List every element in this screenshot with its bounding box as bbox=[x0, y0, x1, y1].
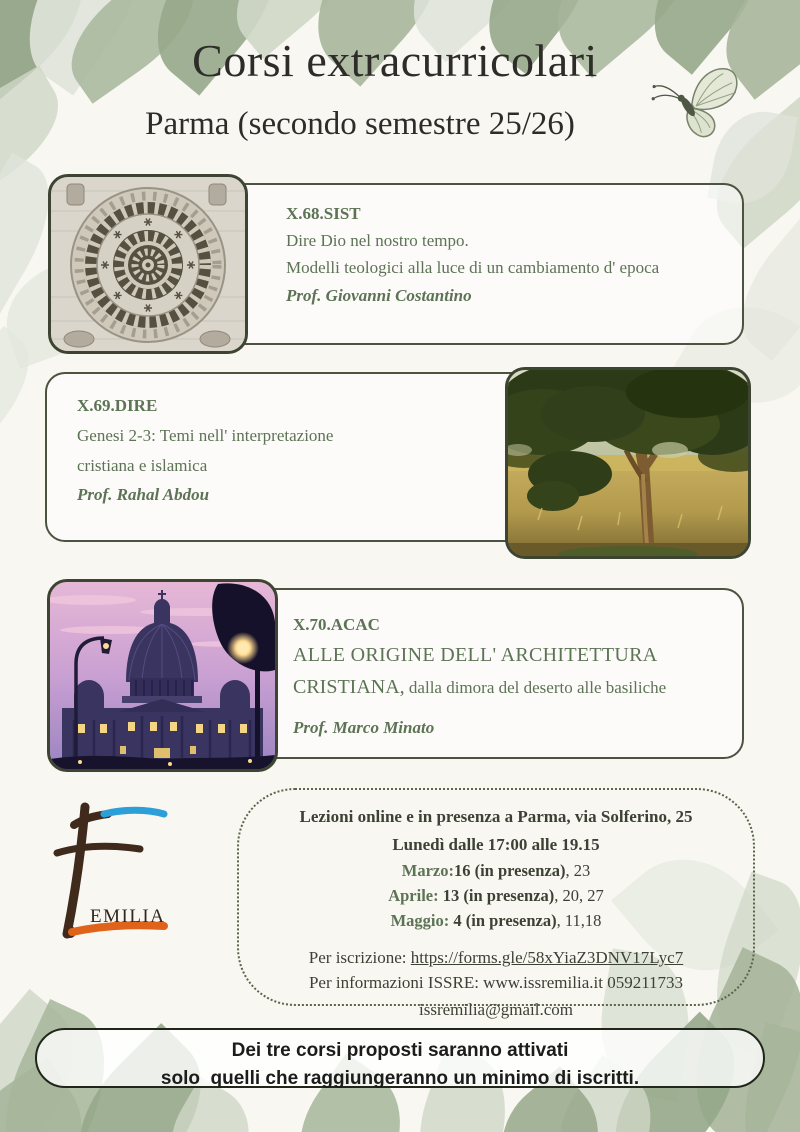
course-code: X.68.SIST bbox=[286, 204, 361, 223]
contact-email: issremilia@gmail.com bbox=[419, 999, 573, 1019]
registration-label: Per iscrizione: bbox=[308, 948, 411, 968]
course-professor: Prof. Marco Minato bbox=[293, 718, 435, 738]
schedule-row-aprile bbox=[239, 883, 753, 908]
course-code: X.69.DIRE bbox=[77, 396, 158, 415]
address-line: Lezioni online e in presenza a Parma, via Solferino, 25 bbox=[299, 807, 693, 826]
schedule-bold: 4 (in presenza) bbox=[449, 911, 557, 931]
schedule-row-maggio bbox=[239, 908, 753, 933]
schedule-month: Marzo: bbox=[401, 861, 454, 881]
schedule-bold: 16 (in presenza) bbox=[453, 861, 566, 881]
st-peters-photo bbox=[47, 579, 278, 772]
course-title-rest: dalla dimora del deserto alle basiliche bbox=[404, 677, 667, 697]
registration-link[interactable]: https://forms.gle/58xYiaZ3DNV17Lyc7 bbox=[410, 948, 684, 968]
course-code: X.70.ACAC bbox=[293, 615, 380, 634]
course-title-caps: CRISTIANA, bbox=[293, 675, 405, 698]
schedule-rest: , 20, 27 bbox=[554, 886, 604, 906]
emilia-logo bbox=[50, 788, 230, 968]
page-subtitle: Parma (secondo semestre 25/26) bbox=[145, 106, 575, 142]
schedule-rest: , 11,18 bbox=[556, 911, 602, 931]
course-professor: Prof. Rahal Abdou bbox=[77, 485, 210, 505]
notice-line: solo quelli che raggiungeranno un minimo di iscritti. bbox=[160, 1067, 640, 1089]
schedule-bold: 13 (in presenza) bbox=[438, 886, 555, 906]
course-title-line: cristiana e islamica bbox=[77, 455, 208, 475]
course-title-caps: ALLE ORIGINE DELL' ARCHITETTURA bbox=[293, 643, 658, 666]
course-card-x68 bbox=[226, 183, 744, 345]
notice-line: Dei tre corsi proposti saranno attivati bbox=[231, 1040, 569, 1061]
oak-tree-photo bbox=[505, 367, 751, 559]
course-card-x70 bbox=[253, 588, 744, 759]
course-title-line: Modelli teologici alla luce di un cambiamento d' epoca bbox=[286, 258, 660, 278]
time-line: Lunedì dalle 17:00 alle 19.15 bbox=[392, 834, 600, 854]
rose-window-photo bbox=[48, 174, 248, 354]
schedule-info-box bbox=[237, 788, 755, 1019]
logo-text: EMILIA bbox=[90, 906, 166, 927]
schedule-month: Aprile: bbox=[388, 886, 439, 906]
course-title-line: Genesi 2-3: Temi nell' interpretazione bbox=[77, 425, 334, 445]
issre-info-line: Per informazioni ISSRE: www.issremilia.it 059211733 bbox=[308, 972, 684, 992]
page-title: Corsi extracurricolari bbox=[192, 35, 598, 86]
course-title-line: Dire Dio nel nostro tempo. bbox=[286, 231, 469, 251]
schedule-row-marzo bbox=[239, 858, 753, 883]
course-professor: Prof. Giovanni Costantino bbox=[286, 285, 472, 305]
activation-notice bbox=[35, 1028, 765, 1088]
schedule-month: Maggio: bbox=[390, 911, 450, 931]
schedule-rest: , 23 bbox=[565, 861, 591, 881]
